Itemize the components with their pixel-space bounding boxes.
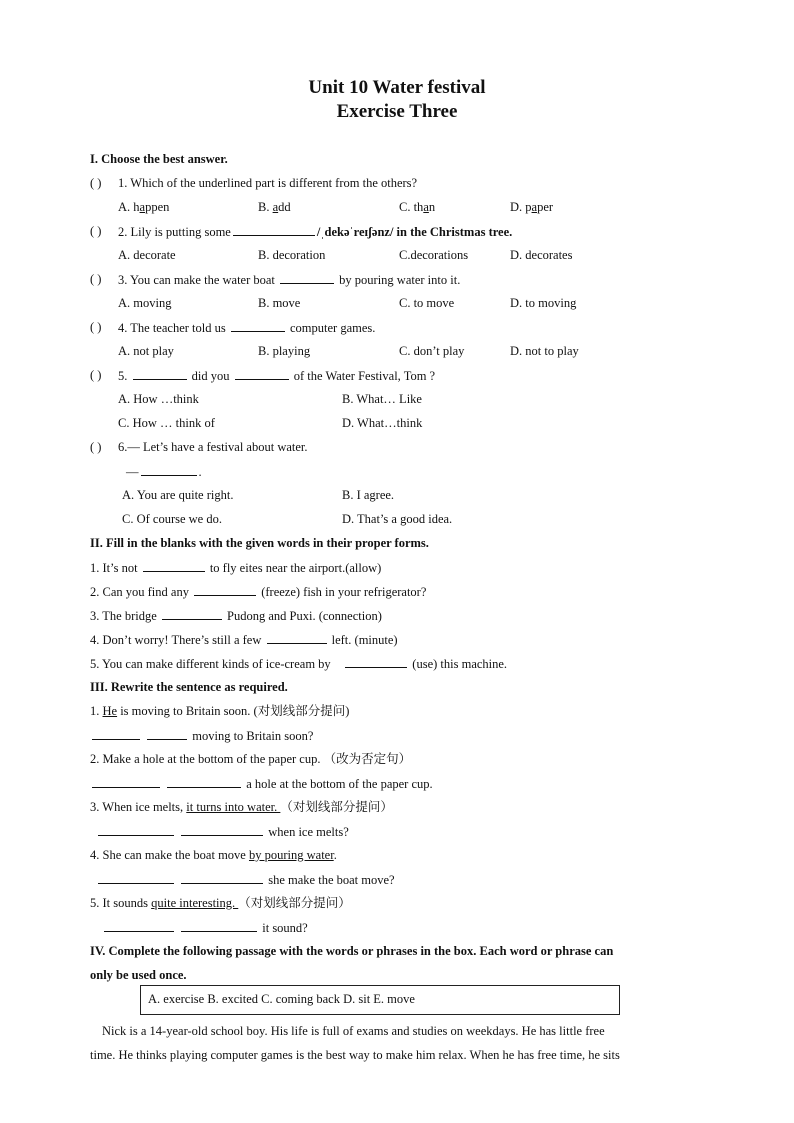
fill-blank-2[interactable]: [194, 583, 256, 596]
q2-option-c: C.decorations: [399, 248, 469, 262]
q6-option-b: B. I agree.: [342, 488, 395, 502]
fill-line-3: 3. The bridge Pudong and Puxi. (connection): [90, 609, 382, 623]
fill-blank-4[interactable]: [267, 631, 327, 644]
rewrite-2-blank-1[interactable]: [92, 775, 160, 788]
q3-paren: ( ): [90, 272, 102, 286]
q4-option-d: D. not to play: [510, 344, 579, 358]
section-3-heading: III. Rewrite the sentence as required.: [90, 680, 288, 694]
q6-paren: ( ): [90, 440, 102, 454]
rewrite-1: 1. He is moving to Britain soon. (对划线部分提问): [90, 704, 350, 718]
rewrite-1-answer: moving to Britain soon?: [90, 727, 313, 744]
q3-option-d: D. to moving: [510, 296, 577, 310]
rewrite-5-blank-1[interactable]: [104, 919, 174, 932]
fill-line-1: 1. It’s not to fly eites near the airport.(allow): [90, 561, 382, 575]
fill-line-4: 4. Don’t worry! There’s still a few left. (minute): [90, 633, 398, 647]
q3-option-b: B. move: [258, 296, 301, 310]
worksheet-subtitle: Exercise Three: [336, 101, 458, 122]
rewrite-2-blank-2[interactable]: [167, 775, 241, 788]
q4-option-b: B. playing: [258, 344, 311, 358]
q2-option-d: D. decorates: [510, 248, 573, 262]
fill-blank-1[interactable]: [143, 559, 205, 572]
word-box: [140, 985, 620, 1015]
worksheet-title: Unit 10 Water festival: [308, 77, 486, 98]
rewrite-3-blank-1[interactable]: [98, 823, 174, 836]
section-4-heading-line-2: only be used once.: [90, 968, 187, 982]
rewrite-5-blank-2[interactable]: [181, 919, 257, 932]
q5-option-c: C. How … think of: [118, 416, 215, 430]
q1-stem: 1. Which of the underlined part is different from the others?: [118, 176, 418, 190]
rewrite-5-answer: it sound?: [102, 919, 308, 936]
fill-line-2: 2. Can you find any (freeze) fish in your refrigerator?: [90, 585, 427, 599]
q6-blank[interactable]: [141, 463, 197, 476]
q5-option-b: B. What… Like: [342, 392, 422, 406]
rewrite-1-blank-2[interactable]: [147, 727, 187, 740]
q2-paren: ( ): [90, 224, 102, 238]
q1-paren: ( ): [90, 176, 102, 190]
q5-blank-2[interactable]: [235, 367, 289, 380]
q1-option-b: B. add: [258, 200, 291, 214]
section-4-heading-line-1: IV. Complete the following passage with the words or phrases in the box. Each word or phrase can: [90, 944, 614, 958]
passage-line-2: time. He thinks playing computer games is the best way to make him relax. When he has free time, he sits: [90, 1048, 620, 1062]
q2-option-b: B. decoration: [258, 248, 326, 262]
rewrite-3-answer: when ice melts?: [96, 823, 349, 840]
rewrite-3-blank-2[interactable]: [181, 823, 263, 836]
q1-option-a: A. happen: [118, 200, 170, 214]
q4-option-a: A. not play: [118, 344, 174, 358]
q5-stem: 5. did you of the Water Festival, Tom ?: [118, 369, 436, 383]
q2-option-a: A. decorate: [118, 248, 176, 262]
rewrite-4: 4. She can make the boat move by pouring water.: [90, 848, 337, 862]
q4-option-c: C. don’t play: [399, 344, 465, 358]
word-box-options: A. exercise B. excited C. coming back D. sit E. move: [148, 992, 415, 1006]
q6-stem: 6.— Let’s have a festival about water.: [118, 440, 308, 454]
rewrite-2: 2. Make a hole at the bottom of the paper cup. （改为否定句）: [90, 752, 412, 766]
q4-stem: 4. The teacher told us computer games.: [118, 321, 376, 335]
q6-option-c: C. Of course we do.: [122, 512, 222, 526]
rewrite-3: 3. When ice melts, it turns into water. （对划线部分提问）: [90, 800, 393, 814]
q1-option-c: C. than: [399, 200, 436, 214]
rewrite-5: 5. It sounds quite interesting. （对划线部分提问）: [90, 896, 351, 910]
q3-blank[interactable]: [280, 271, 334, 284]
q3-stem: 3. You can make the water boat by pouring water into it.: [118, 273, 461, 287]
fill-line-5: 5. You can make different kinds of ice-cream by (use) this machine.: [90, 657, 508, 671]
rewrite-1-blank-1[interactable]: [92, 727, 140, 740]
q6-option-d: D. That’s a good idea.: [342, 512, 453, 526]
q5-paren: ( ): [90, 368, 102, 382]
section-1-heading: I. Choose the best answer.: [90, 152, 228, 166]
q1-option-d: D. paper: [510, 200, 554, 214]
fill-blank-3[interactable]: [162, 607, 222, 620]
q3-option-c: C. to move: [399, 296, 455, 310]
q4-blank[interactable]: [231, 319, 285, 332]
fill-blank-5[interactable]: [345, 655, 407, 668]
section-2-heading: II. Fill in the blanks with the given words in their proper forms.: [90, 536, 429, 550]
q4-paren: ( ): [90, 320, 102, 334]
rewrite-2-answer: a hole at the bottom of the paper cup.: [90, 775, 433, 792]
q5-option-a: A. How …think: [118, 392, 199, 406]
q2-stem: 2. Lily is putting some /ˌdekəˈreɪʃənz/ in the Christmas tree.: [118, 225, 513, 239]
rewrite-4-blank-1[interactable]: [98, 871, 174, 884]
passage-line-1: Nick is a 14-year-old school boy. His life is full of exams and studies on weekdays. He has little free: [102, 1024, 605, 1038]
q3-option-a: A. moving: [118, 296, 172, 310]
q6-response: — .: [126, 465, 202, 479]
q2-blank[interactable]: [233, 223, 315, 236]
q5-blank-1[interactable]: [133, 367, 187, 380]
rewrite-4-blank-2[interactable]: [181, 871, 263, 884]
rewrite-4-answer: she make the boat move?: [96, 871, 395, 888]
q5-option-d: D. What…think: [342, 416, 423, 430]
q6-option-a: A. You are quite right.: [122, 488, 234, 502]
